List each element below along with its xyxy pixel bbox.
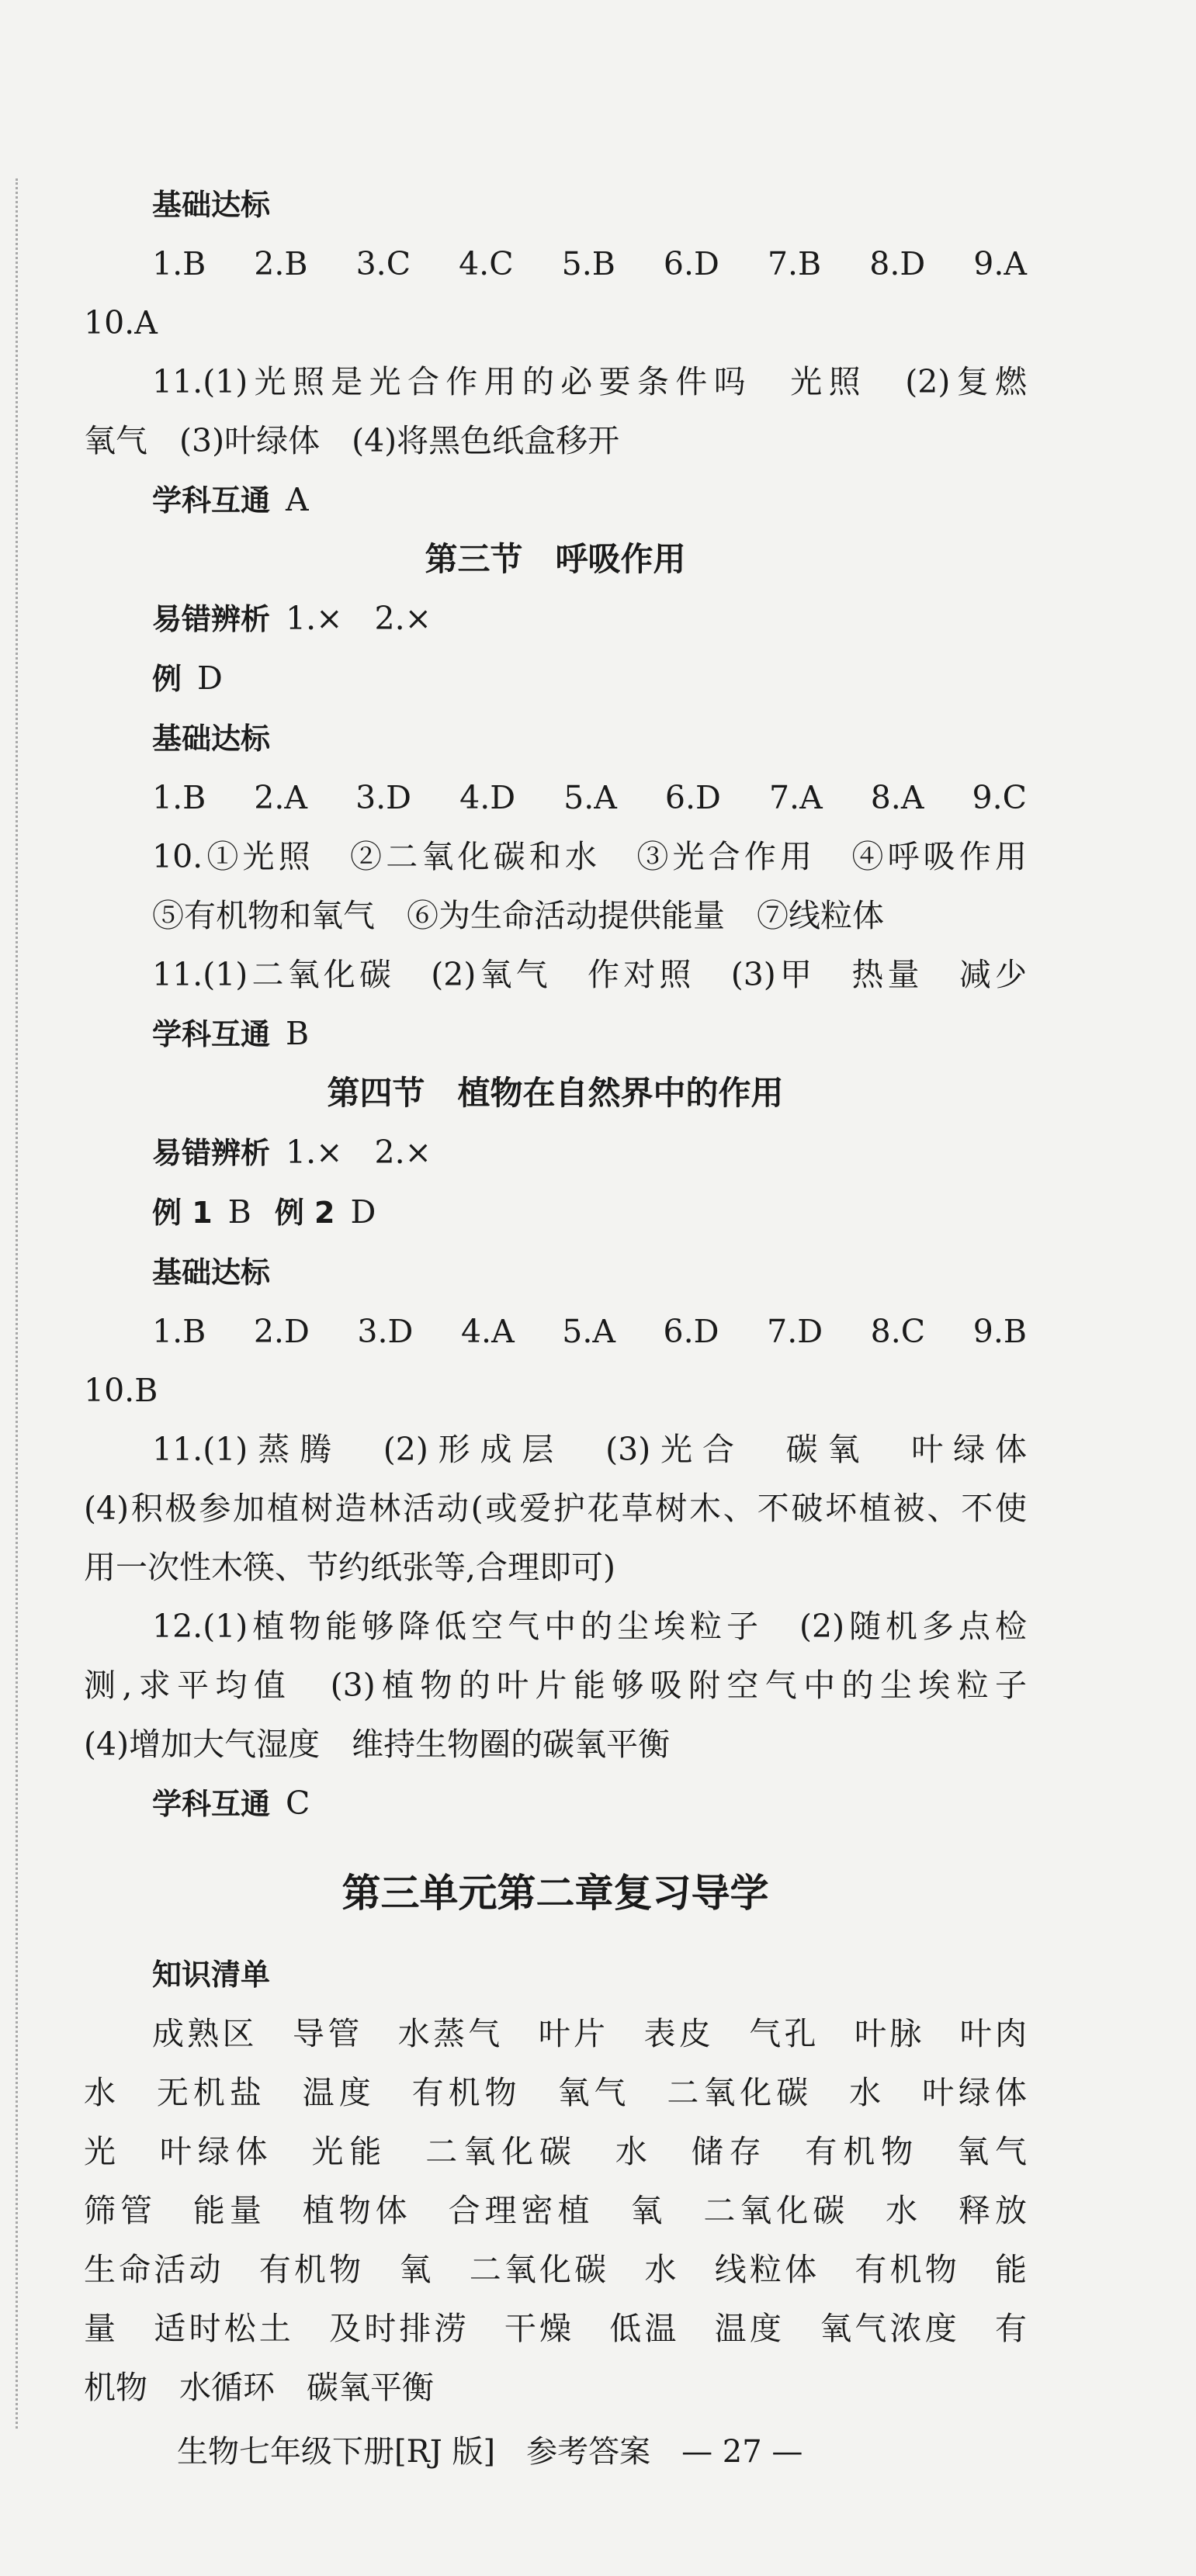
fold-dotted-line [16, 178, 18, 2429]
example-line [84, 649, 1027, 708]
knowledge-line: 量 适时松土 及时排涝 干燥 低温 温度 氧气浓度 有 [84, 2310, 1027, 2347]
answer-line: 11.(1)二氧化碳 (2)氧气 作对照 (3)甲 热量 减少 [152, 956, 1027, 993]
answer-value: C [286, 1785, 310, 1822]
answer-line: (4)积极参加植树造林活动(或爱护花草树木、不破坏植被、不使 [84, 1490, 1027, 1527]
answer-value: D [197, 660, 223, 697]
answer-line: 1.B 2.B 3.C 4.C 5.B 6.D 7.B 8.D 9.A [152, 245, 1027, 282]
answer-value: A [286, 481, 309, 518]
subject-link-line [84, 1004, 1027, 1064]
answer-value: 1.× 2.× [286, 600, 432, 637]
heading-label: 例 2 [274, 1196, 335, 1230]
knowledge-line: 光 叶绿体 光能 二氧化碳 水 储存 有机物 氧气 [84, 2133, 1027, 2170]
answer-line: 10.①光照 ②二氧化碳和水 ③光合作用 ④呼吸作用 [152, 838, 1027, 875]
knowledge-line: 生命活动 有机物 氧 二氧化碳 水 线粒体 有机物 能 [84, 2251, 1027, 2288]
error-analysis-line [84, 1123, 1027, 1182]
heading-label: 学科互通 [152, 1017, 271, 1051]
heading-label: 基础达标 [152, 188, 271, 222]
answer-line: ⑤有机物和氧气 ⑥为生命活动提供能量 ⑦线粒体 [152, 897, 884, 934]
answer-line: (4)增加大气湿度 维持生物圈的碳氧平衡 [84, 1726, 671, 1763]
heading-label: 学科互通 [152, 483, 271, 518]
answer-value: D [350, 1193, 376, 1231]
answer-line: 11.(1)蒸腾 (2)形成层 (3)光合 碳氧 叶绿体 [152, 1431, 1027, 1468]
answer-value: 1.× 2.× [286, 1134, 432, 1171]
answer-line: 10.A [84, 304, 158, 341]
basic-heading [84, 1242, 1027, 1302]
answer-line: 12.(1)植物能够降低空气中的尘埃粒子 (2)随机多点检 [152, 1608, 1027, 1645]
heading-label: 易错辨析 [152, 602, 271, 636]
knowledge-line: 成熟区 导管 水蒸气 叶片 表皮 气孔 叶脉 叶肉 [152, 2015, 1027, 2052]
subject-link-line [84, 1774, 1027, 1833]
page-footer: 生物七年级下册[RJ 版] 参考答案 — 27 — [177, 2434, 803, 2470]
answer-page [84, 175, 1027, 2417]
answer-line: 1.B 2.D 3.D 4.A 5.A 6.D 7.D 8.C 9.B [152, 1313, 1027, 1350]
heading-label: 例 1 [152, 1196, 213, 1230]
answer-line: 10.B [84, 1372, 158, 1409]
unit-title: 第三单元第二章复习导学 [341, 1871, 769, 1916]
answer-value: B [227, 1193, 251, 1231]
answer-value: B [286, 1015, 310, 1052]
section-title: 第四节 植物在自然界中的作用 [327, 1074, 784, 1112]
knowledge-line: 筛管 能量 植物体 合理密植 氧 二氧化碳 水 释放 [84, 2192, 1027, 2229]
answer-line: 11.(1)光照是光合作用的必要条件吗 光照 (2)复燃 [152, 363, 1027, 400]
basic-heading [84, 708, 1027, 768]
knowledge-line: 机物 水循环 碳氧平衡 [84, 2369, 434, 2406]
answer-line: 氧气 (3)叶绿体 (4)将黑色纸盒移开 [84, 422, 620, 459]
knowledge-list-heading: 知识清单 [152, 1958, 271, 1992]
heading-label: 基础达标 [152, 722, 271, 756]
answer-line: 用一次性木筷、节约纸张等,合理即可) [84, 1549, 616, 1586]
basic-heading [84, 175, 1027, 234]
heading-label: 易错辨析 [152, 1136, 271, 1170]
heading-label: 例 [152, 662, 182, 696]
section-title: 第三节 呼吸作用 [425, 540, 686, 578]
error-analysis-line [84, 589, 1027, 649]
heading-label: 基础达标 [152, 1255, 271, 1290]
knowledge-line: 水 无机盐 温度 有机物 氧气 二氧化碳 水 叶绿体 [84, 2074, 1027, 2111]
subject-link-line [84, 470, 1027, 530]
heading-label: 学科互通 [152, 1787, 271, 1821]
answer-line: 测,求平均值 (3)植物的叶片能够吸附空气中的尘埃粒子 [84, 1667, 1027, 1704]
example-line [84, 1182, 1027, 1242]
answer-line: 1.B 2.A 3.D 4.D 5.A 6.D 7.A 8.A 9.C [152, 779, 1027, 816]
